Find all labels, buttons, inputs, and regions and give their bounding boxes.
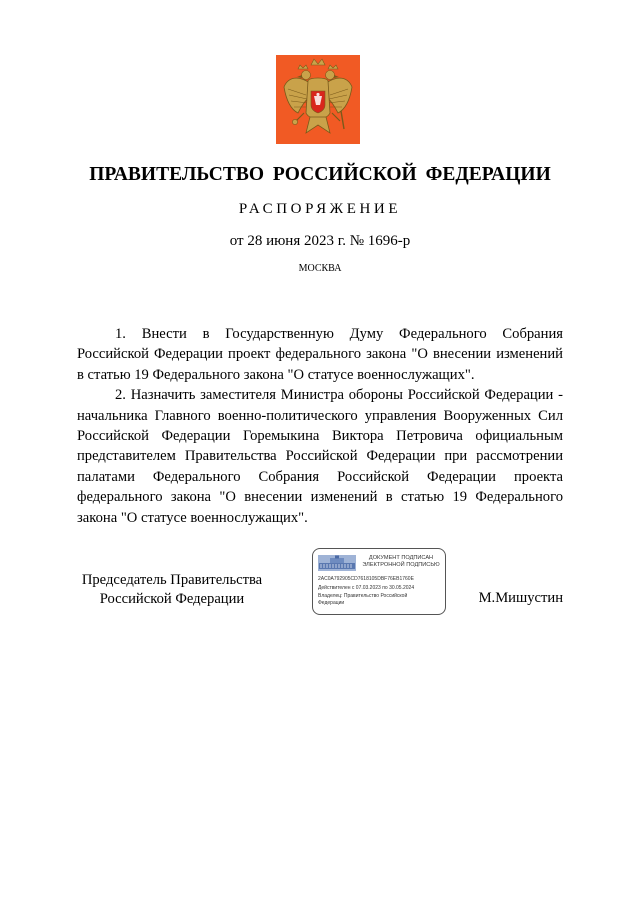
- stamp-owner-line-1: Владелец: Правительство Российской: [318, 593, 408, 599]
- signer-position-line-1: Председатель Правительства: [81, 572, 263, 588]
- electronic-signature-stamp: [312, 548, 446, 615]
- stamp-heading-line-2: ЭЛЕКТРОННОЙ ПОДПИСЬЮ: [362, 562, 440, 568]
- paragraph-2: 2. Назначить заместителя Министра обороны Российской Федерации - начальника Главного военно-политического управления Вооруженных Сил Российской Федерации Горемыкина Виктора Петровича официальным представителем Правительства Российской Федерации при рассмотрении палатами Федерального Собрания Российской Федерации проекта федерального закона "О внесении изменений в статью 19 Федерального закона "О статусе военнослужащих".: [77, 387, 563, 526]
- city: МОСКВА: [298, 263, 342, 274]
- signer-position-line-2: Российской Федерации: [99, 591, 245, 607]
- signer-name: М.Мишустин: [478, 590, 563, 606]
- stamp-certificate: 2AC0A792905CD7618105DBF76EB1760E: [318, 576, 414, 582]
- stamp-heading-line-1: ДОКУМЕНТ ПОДПИСАН: [368, 555, 434, 561]
- date-and-number: от 28 июня 2023 г. № 1696-р: [229, 233, 411, 249]
- stamp-owner-line-2: Федерации: [318, 600, 345, 606]
- document-title: ПРАВИТЕЛЬСТВО РОССИЙСКОЙ ФЕДЕРАЦИИ: [89, 164, 551, 185]
- document-type: РАСПОРЯЖЕНИЕ: [238, 201, 402, 217]
- coat-of-arms-icon: [276, 55, 360, 144]
- order-text: [77, 324, 563, 528]
- signer-position: [77, 571, 267, 609]
- stamp-validity: Действителен с 07.03.2023 по 30.05.2024: [318, 585, 415, 591]
- government-building-icon: [318, 555, 356, 571]
- stamp-heading: [359, 555, 443, 569]
- paragraph-1: 1. Внести в Государственную Думу Федерального Собрания Российской Федерации проект федерального закона "О внесении изменений в статью 19 Федерального закона "О статусе военнослужащих".: [77, 326, 563, 383]
